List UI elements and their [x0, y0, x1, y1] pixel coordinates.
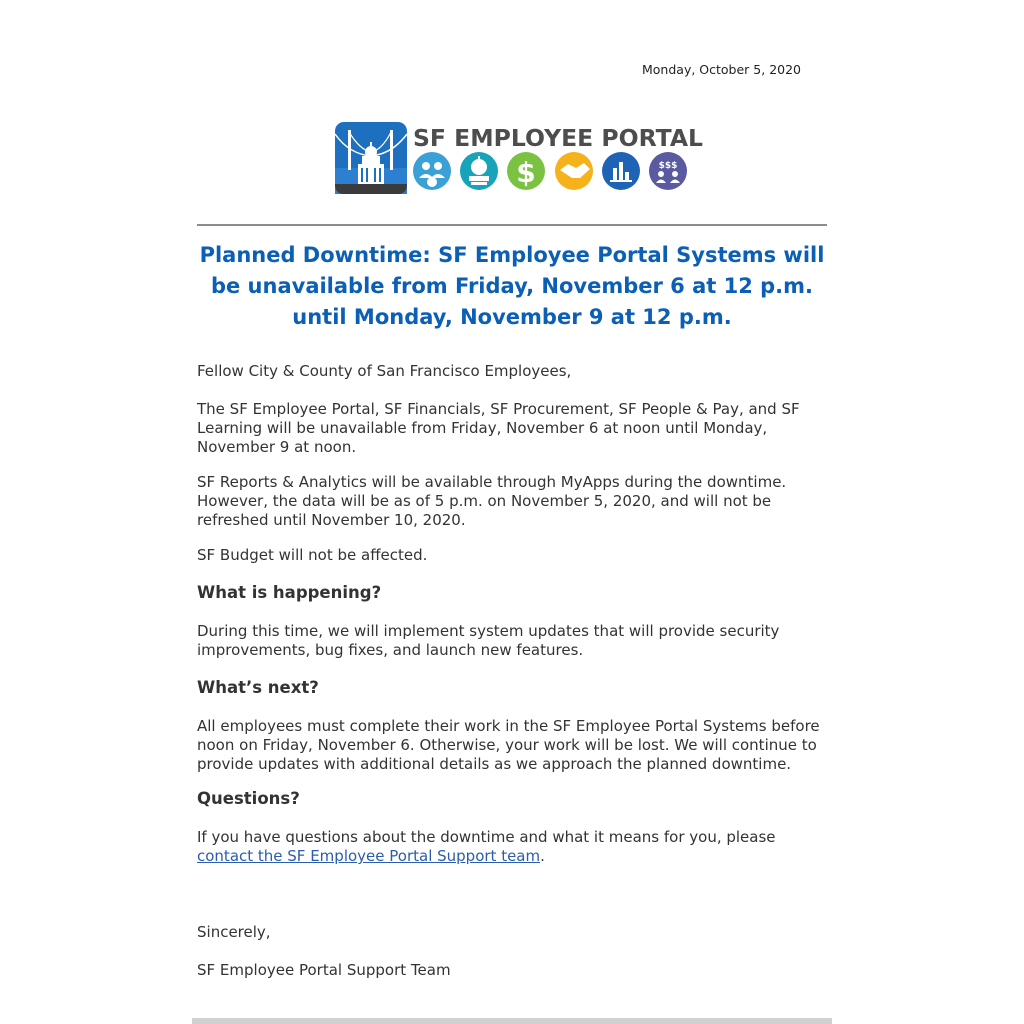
heading-whats-next: What’s next?	[197, 678, 319, 697]
paragraph-systems-unavailable: The SF Employee Portal, SF Financials, SF Procurement, SF People & Pay, and SF Learning will be unavailable from Friday, November 6 at noon until Monday, November 9 at noon.	[197, 400, 800, 456]
email-date: Monday, October 5, 2020	[642, 62, 802, 77]
header-divider	[197, 224, 827, 226]
handshake-icon	[555, 152, 593, 190]
closing: Sincerely,	[197, 923, 271, 941]
questions-period: .	[540, 847, 545, 865]
questions-text: If you have questions about the downtime and what it means for you, please	[197, 828, 776, 846]
paragraph-whats-next: All employees must complete their work in the SF Employee Portal Systems before noon on Friday, November 6. Otherwise, your work will be lost. We will continue to provide updates with additional details as we approach the planned downtime.	[197, 717, 820, 773]
apple-learning-icon	[460, 152, 498, 190]
bridge-city-hall-icon	[335, 122, 407, 194]
dollar-icon	[507, 152, 545, 190]
reports-chart-icon	[602, 152, 640, 190]
paragraph-budget: SF Budget will not be affected.	[197, 546, 428, 564]
svg-text:$: $	[516, 156, 536, 189]
budget-people-icon	[649, 152, 687, 190]
people-pay-icon	[413, 152, 451, 190]
heading-questions: Questions?	[197, 789, 300, 808]
logo-title: SF EMPLOYEE PORTAL	[413, 124, 704, 152]
headline: Planned Downtime: SF Employee Portal Systems will be unavailable from Friday, November 6 at 12 p.m. until Monday, November 9 at 12 p.m.	[199, 243, 825, 329]
heading-what-is-happening: What is happening?	[197, 583, 382, 602]
paragraph-what-is-happening: During this time, we will implement system updates that will provide security improvements, bug fixes, and launch new features.	[197, 622, 780, 659]
footer-divider	[192, 1018, 832, 1024]
signature: SF Employee Portal Support Team	[197, 961, 451, 979]
svg-text:$$$: $$$	[658, 161, 678, 171]
paragraph-reports-analytics: SF Reports & Analytics will be available through MyApps during the downtime. However, the data will be as of 5 p.m. on November 5, 2020, and will not be refreshed until November 10, 2020.	[197, 473, 787, 529]
paragraph-questions	[197, 828, 825, 866]
contact-support-link[interactable]: contact the SF Employee Portal Support team	[197, 847, 541, 865]
greeting: Fellow City & County of San Francisco Employees,	[197, 362, 572, 380]
